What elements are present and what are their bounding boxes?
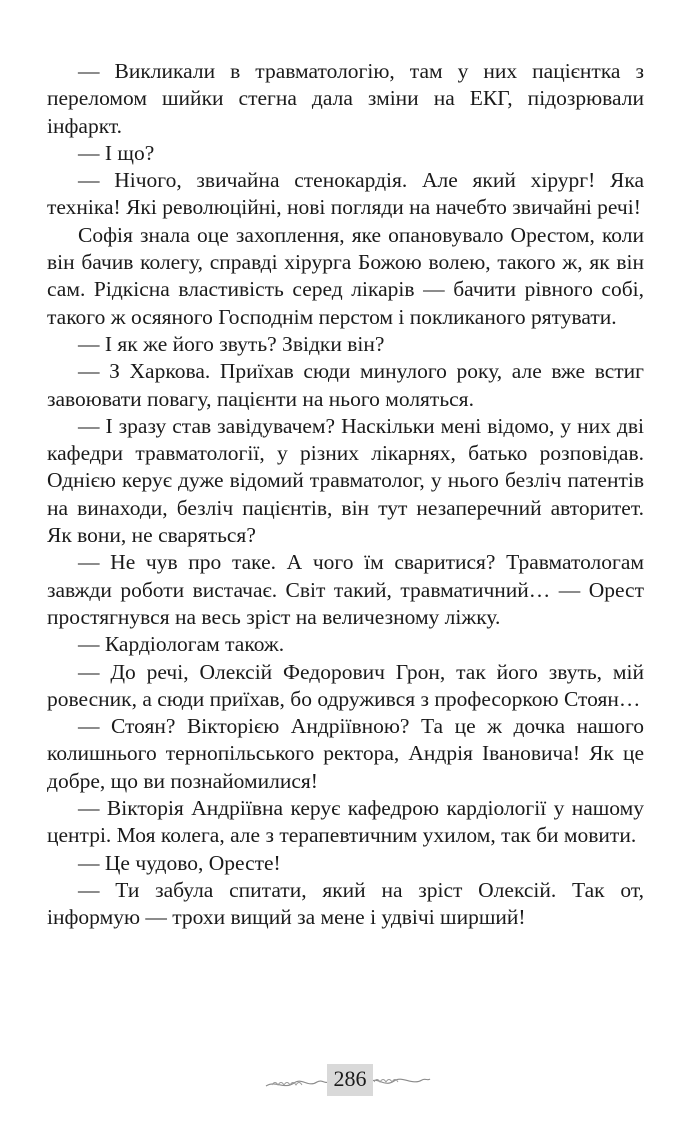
paragraph: — І зразу став завідувачем? Наскільки мені відомо, у них дві кафедри травматології, у різних лікарнях, батько розповідав. Однією керує дуже відомий травматолог, у нього безліч патентів на винаходи, безліч пацієнтів, він тут незаперечний авторитет. Як вони, не сваряться? (47, 413, 644, 548)
paragraph: — Ти забула спитати, який на зріст Олексій. Так от, інформую — трохи вищий за мене і удвічі ширший! (47, 877, 644, 930)
page-footer (0, 1058, 697, 1108)
book-page-text (47, 58, 644, 932)
paragraph: Софія знала оце захоплення, яке опановувало Орестом, коли він бачив колегу, справді хірурга Божою волею, такого ж, як він сам. Рідкісна властивість серед лікарів — бачити рівного собі, такого ж осяяного Господнім перстом і покликаного рятувати. (47, 222, 644, 329)
paragraph: — І що? (78, 140, 155, 165)
paragraph: — Кардіологам також. (78, 632, 285, 657)
paragraph: — Вікторія Андріївна керує кафедрою кардіології у нашому центрі. Моя колега, але з терапевтичним ухилом, так би мовити. (47, 796, 644, 848)
page-number: 286 (333, 1066, 367, 1091)
paragraph: — До речі, Олексій Федорович Грон, так його звуть, мій ровесник, а сюди приїхав, бо одружився з професоркою Стоян… (47, 659, 644, 711)
paragraph: — Стоян? Вікторією Андріївною? Та це ж дочка нашого колишнього тернопільського ректора, Андрія Івановича! Як це добре, що ви познайомилися! (47, 714, 644, 793)
paragraph: — Викликали в травматологію, там у них пацієнтка з переломом шийки стегна дала зміни на ЕКГ, підозрювали інфаркт. (47, 59, 644, 138)
paragraph: — Нічого, звичайна стенокардія. Але який хірург! Яка техніка! Які революційні, нові погляди на начебто звичайні речі! (47, 168, 644, 220)
paragraph: — Не чув про таке. А чого їм сваритися? Травматологам завжди роботи вистачає. Світ такий, травматичний… — Орест простягнувся на весь зріст на величезному ліжку. (47, 550, 644, 629)
paragraph: — І як же його звуть? Звідки він? (78, 331, 385, 356)
paragraph: — Це чудово, Оресте! (78, 850, 281, 875)
paragraph: — З Харкова. Приїхав сюди минулого року, але вже встиг завоювати повагу, пацієнти на нього моляться. (47, 359, 644, 411)
